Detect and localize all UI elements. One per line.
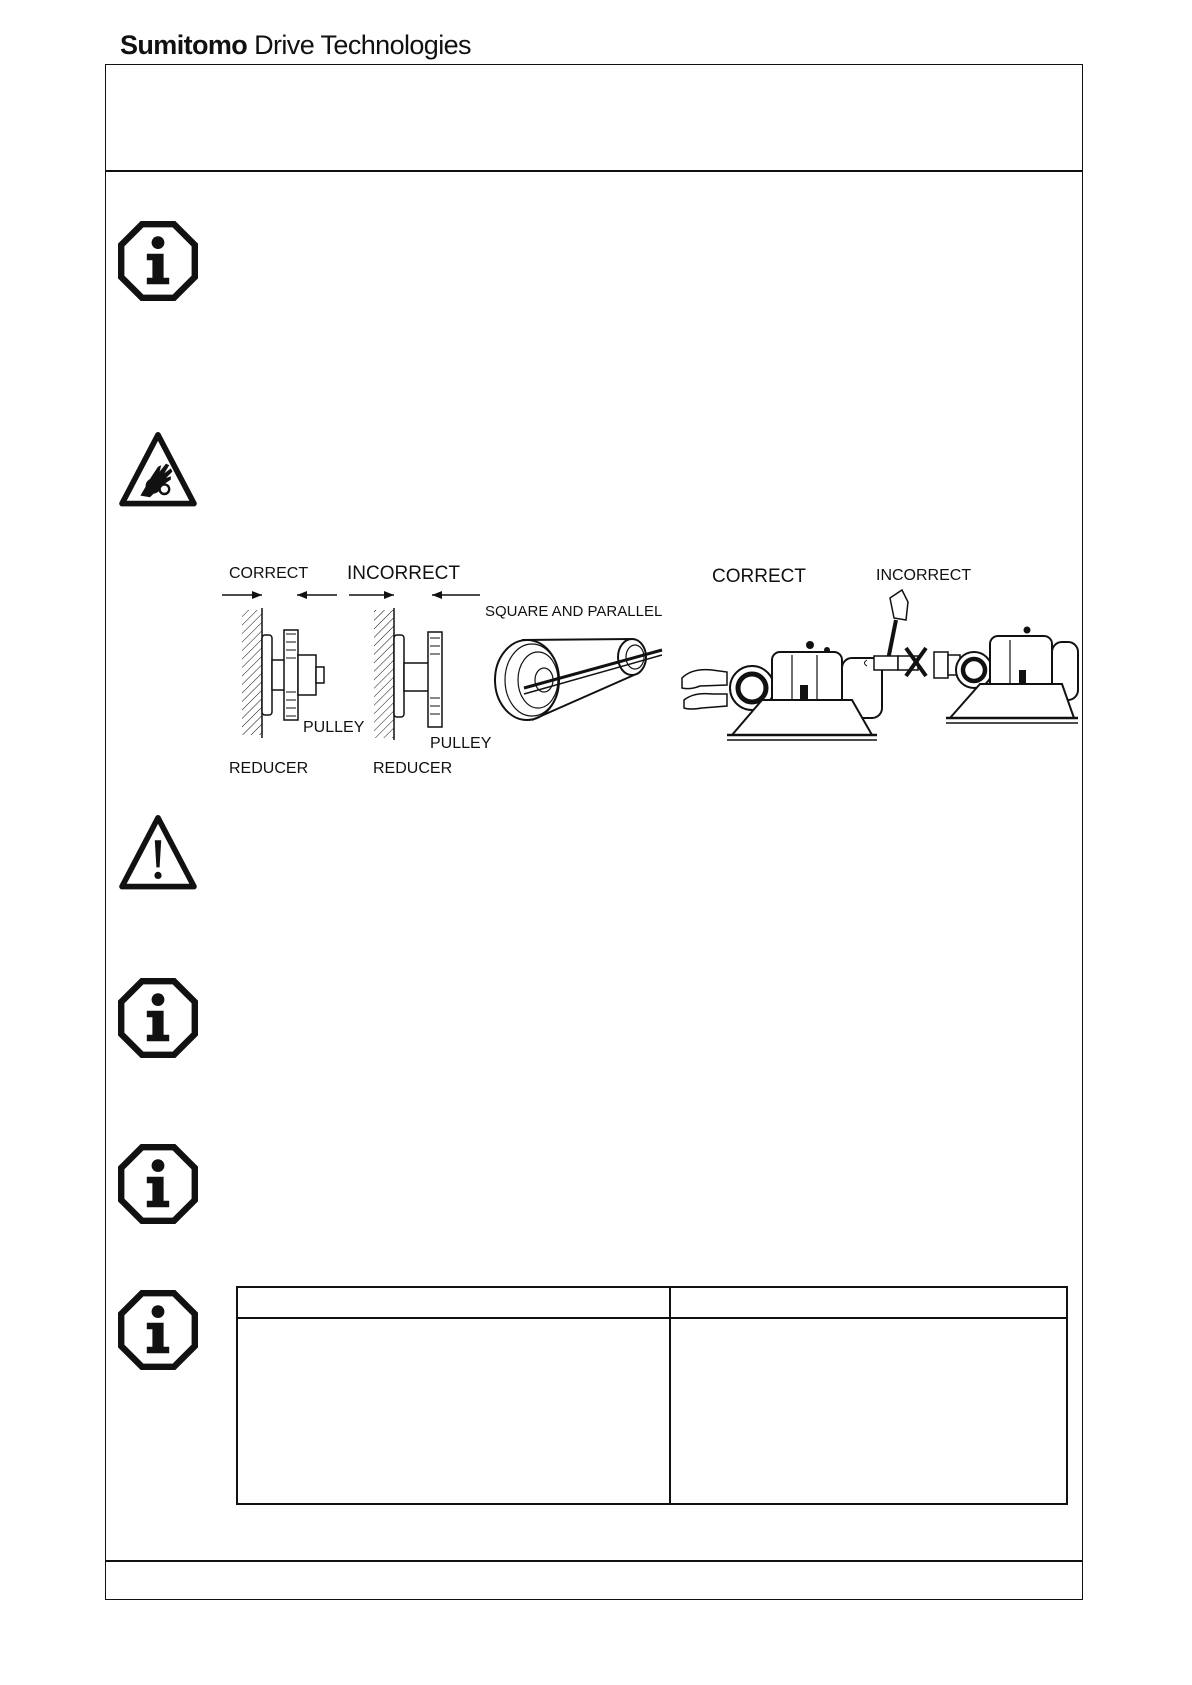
hand-install-correct-panel [682, 566, 882, 740]
installation-figure [222, 560, 1082, 785]
header-divider [105, 170, 1083, 172]
info-icon [118, 1144, 198, 1224]
hand-crush-warning-icon [118, 430, 198, 510]
info-icon [118, 978, 198, 1058]
hammer-install-incorrect-panel [865, 567, 1079, 723]
info-icon [118, 1290, 198, 1370]
brand-name-regular: Drive Technologies [254, 30, 471, 60]
table-header-divider [238, 1317, 1066, 1319]
correct-label: CORRECT [712, 566, 806, 587]
correct-label: CORRECT [229, 565, 309, 582]
spec-table [236, 1286, 1068, 1505]
brand-logo [120, 30, 471, 61]
table-column-divider [669, 1288, 671, 1503]
reducer-label: REDUCER [373, 760, 453, 777]
incorrect-label: INCORRECT [876, 567, 972, 584]
caution-icon [118, 813, 198, 893]
pulley-incorrect-panel [347, 563, 492, 777]
brand-name-bold: Sumitomo [120, 30, 248, 60]
footer-divider [105, 1560, 1083, 1562]
info-icon [118, 221, 198, 301]
reducer-label: REDUCER [229, 760, 309, 777]
square-parallel-caption: SQUARE AND PARALLEL [485, 603, 663, 620]
incorrect-label: INCORRECT [347, 563, 460, 584]
pulley-correct-panel [222, 565, 365, 777]
belt-drive-panel [485, 603, 662, 720]
pulley-label: PULLEY [303, 719, 365, 736]
pulley-label: PULLEY [430, 735, 492, 752]
